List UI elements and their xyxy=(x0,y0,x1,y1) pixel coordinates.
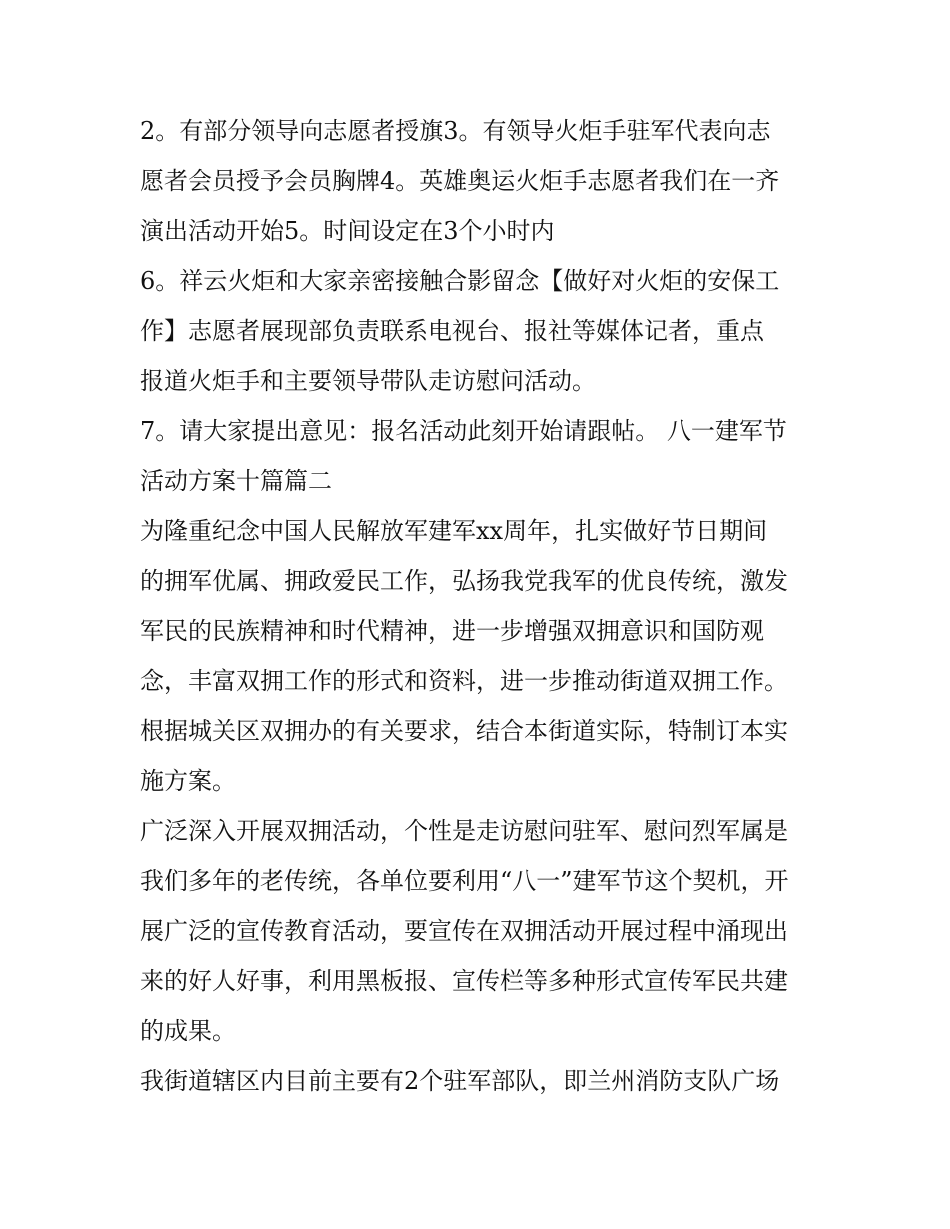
paragraph-5: 广泛深入开展双拥活动，个性是走访慰问驻军、慰问烈军属是 我们多年的老传统，各单位要利用“八一”建军节这个契机，开 展广泛的宣传教育活动，要宣传在双拥活动开展过程中涌现出 来的好人好事，利用黑板报、宣传栏等多种形式宣传军民共建 的成果。 xyxy=(140,817,789,1045)
document-body xyxy=(140,106,830,1106)
paragraph-6: 我街道辖区内目前主要有2个驻军部队，即兰州消防支队广场 xyxy=(140,1067,780,1095)
paragraph-3: 7。请大家提出意见：报名活动此刻开始请跟帖。 八一建军节 活动方案十篇篇二 xyxy=(140,417,787,495)
paragraph-1: 2。有部分领导向志愿者授旗3。有领导火炬手驻军代表向志 愿者会员授予会员胸牌4。英雄奥运火炬手志愿者我们在一齐 演出活动开始5。时间设定在3个小时内 xyxy=(140,117,780,245)
paragraph-4: 为隆重纪念中国人民解放军建军xx周年，扎实做好节日期间 的拥军优属、拥政爱民工作，弘扬我党我军的优良传统，激发 军民的民族精神和时代精神，进一步增强双拥意识和国防观 念，丰富双拥工作的形式和资料，进一步推动街道双拥工作。 根据城关区双拥办的有关要求，结合本街道实际，特制订本实 施方案。 xyxy=(140,517,788,795)
paragraph-2: 6。祥云火炬和大家亲密接触合影留念【做好对火炬的安保工 作】志愿者展现部负责联系电视台、报社等媒体记者，重点 报道火炬手和主要领导带队走访慰问活动。 xyxy=(140,267,780,395)
